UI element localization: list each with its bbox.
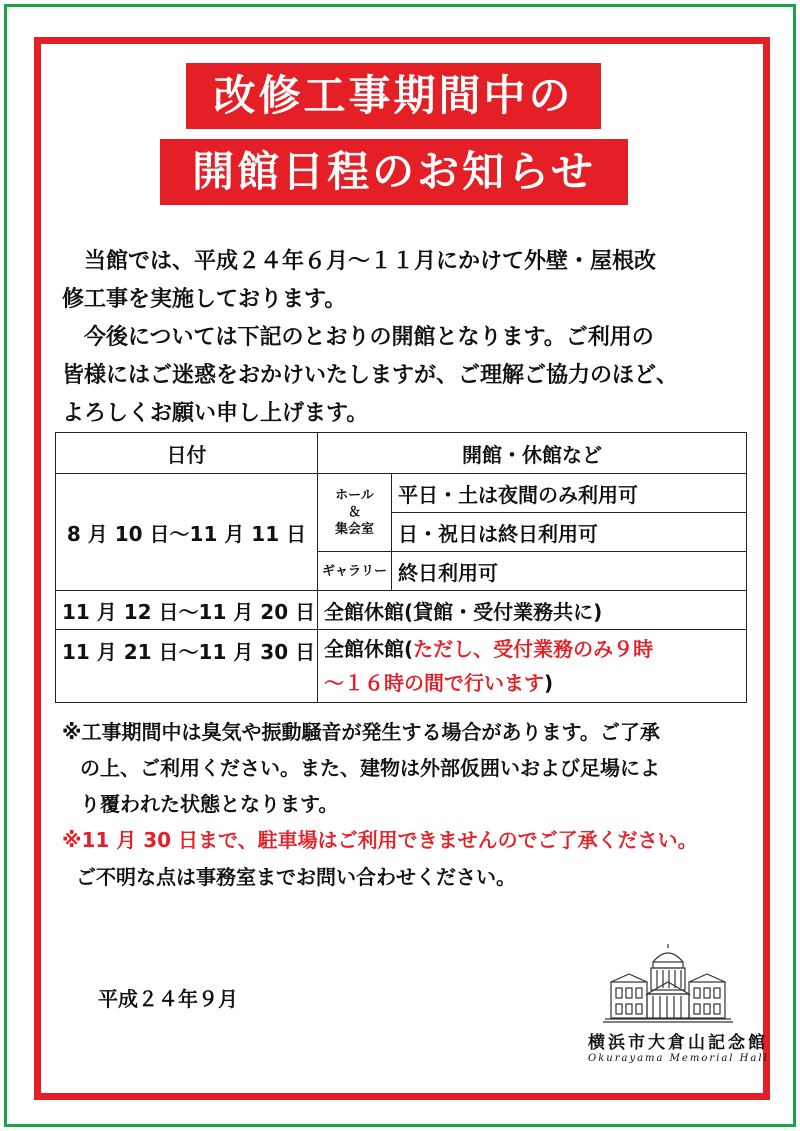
table-row: [56, 474, 747, 513]
logo-english-name: Okurayama Memorial Hall: [588, 1053, 769, 1064]
note-line: の上、ご利用ください。また、建物は外部仮囲いおよび足場によ: [80, 756, 660, 780]
header-date: 日付: [56, 433, 318, 474]
gallery-status: 終日利用可: [392, 552, 747, 591]
row1-date: 8 月 10 日～11 月 11 日: [56, 474, 318, 591]
row3-date: 11 月 21 日～11 月 30 日: [56, 630, 318, 703]
title-line-2: 開館日程のお知らせ: [160, 139, 628, 205]
facility-hall-label: 集会室: [334, 522, 374, 537]
schedule-table: [55, 432, 747, 703]
intro-line: よろしくお願い申し上げます。: [62, 401, 369, 426]
row3-status-red-1: ただし、受付業務のみ９時: [413, 637, 654, 661]
intro-text: [62, 243, 752, 433]
facility-hall-label: ＆: [347, 505, 361, 520]
building-icon: [603, 942, 733, 1024]
note-line: り覆われた状態となります。: [80, 792, 339, 816]
facility-hall: [318, 474, 392, 552]
header-status: 開館・休館など: [318, 433, 747, 474]
hall-weekday-status: 平日・土は夜間のみ利用可: [392, 474, 747, 513]
issue-date: 平成２４年９月: [98, 987, 238, 1011]
facility-hall-label: ホール: [335, 488, 374, 503]
intro-line: 皆様にはご迷惑をおかけいたしますが、ご理解ご協力のほど、: [62, 363, 679, 388]
intro-line: 修工事を実施しております。: [62, 287, 347, 312]
notes: [62, 714, 752, 895]
logo: [588, 942, 769, 1077]
intro-line: 今後については下記のとおりの開館となります。ご利用の: [62, 325, 654, 350]
parking-note: ※11 月 30 日まで、駐車場はご利用できませんのでご了承ください。: [62, 828, 698, 852]
row3-status: [318, 630, 747, 703]
row2-date: 11 月 12 日～11 月 20 日: [56, 591, 318, 630]
contact-note: ご不明な点は事務室までお問い合わせください。: [76, 865, 516, 889]
logo-name: 横浜市大倉山記念館: [588, 1033, 768, 1053]
row2-status: 全館休館(貸館・受付業務共に): [318, 591, 747, 630]
row3-status-prefix: 全館休館(: [324, 637, 414, 661]
facility-gallery: ギャラリー: [318, 552, 392, 591]
table-header-row: [56, 433, 747, 474]
note-line: ※工事期間中は臭気や振動騒音が発生する場合があります。ご了承: [62, 720, 660, 744]
row3-status-red-2: ～１６時の間で行います: [324, 671, 544, 695]
row3-status-suffix: ): [544, 671, 554, 695]
intro-line: 当館では、平成２４年６月～１１月にかけて外壁・屋根改: [62, 249, 657, 274]
hall-holiday-status: 日・祝日は終日利用可: [392, 513, 747, 552]
table-row: [56, 630, 747, 703]
table-row: [56, 591, 747, 630]
title-line-1: 改修工事期間中の: [186, 63, 601, 129]
